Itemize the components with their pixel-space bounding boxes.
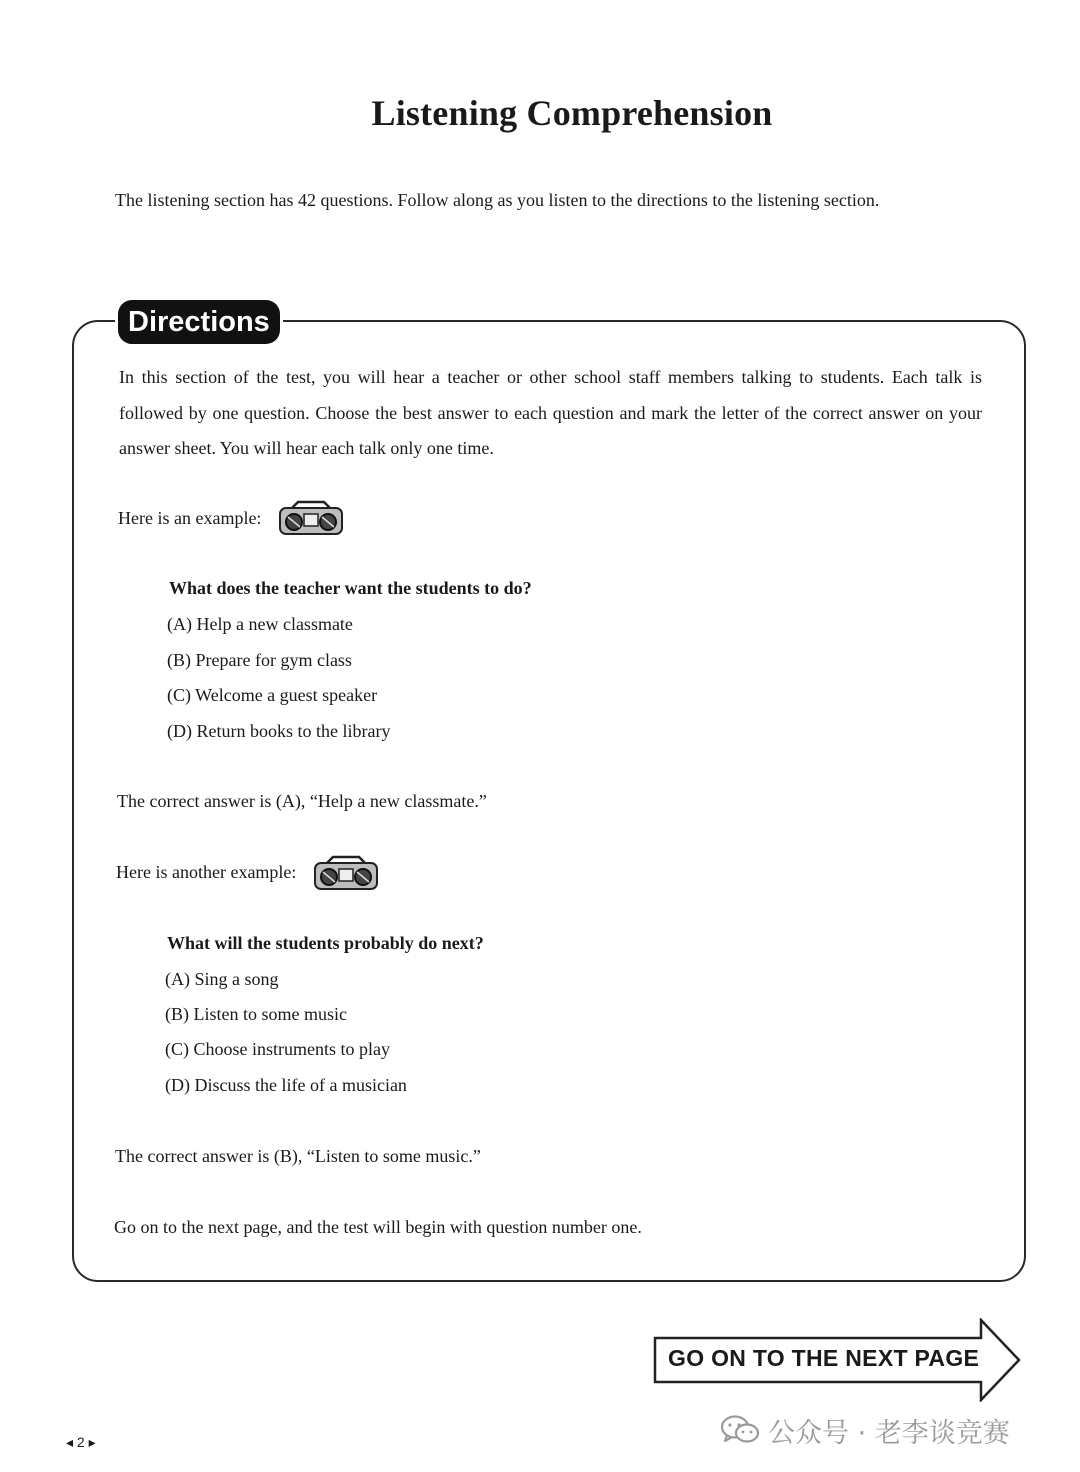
next-page-label: GO ON TO THE NEXT PAGE: [668, 1345, 980, 1371]
watermark: [720, 1410, 1010, 1450]
example2-question: What will the students probably do next?: [167, 933, 484, 953]
wechat-icon: [720, 1414, 760, 1446]
example1-option-d: (D) Return books to the library: [167, 721, 391, 741]
example1-answer: The correct answer is (A), “Help a new classmate.”: [117, 791, 487, 811]
example2-option-a: (A) Sing a song: [165, 969, 279, 989]
example2-option-c: (C) Choose instruments to play: [165, 1039, 390, 1059]
closing-instruction: Go on to the next page, and the test will begin with question number one.: [114, 1217, 642, 1237]
directions-heading: Directions: [118, 300, 280, 344]
example2-answer: The correct answer is (B), “Listen to some music.”: [115, 1146, 481, 1166]
directions-paragraph: In this section of the test, you will hear a teacher or other school staff members talking to students. Each talk is followed by one question. Choose the best answer to each question and mark the letter of the correct answer on your answer sheet. You will hear each talk only one time.: [119, 367, 982, 458]
watermark-text: 公众号 · 老李谈竞赛: [768, 1417, 1010, 1449]
example1-lead: Here is an example:: [118, 508, 262, 528]
example1-option-c: (C) Welcome a guest speaker: [167, 685, 378, 705]
example2-option-b: (B) Listen to some music: [165, 1004, 347, 1024]
page-number: ◂ 2 ▸: [66, 1434, 96, 1450]
intro-text: The listening section has 42 questions. Follow along as you listen to the directions to the listening section.: [115, 190, 880, 210]
radio-cassette-icon: [313, 855, 379, 893]
example2-lead: Here is another example:: [116, 862, 297, 882]
radio-cassette-icon: [278, 500, 344, 538]
example1-option-b: (B) Prepare for gym class: [167, 650, 352, 670]
example1-option-a: (A) Help a new classmate: [167, 614, 353, 634]
example2-option-d: (D) Discuss the life of a musician: [165, 1075, 407, 1095]
page-title: Listening Comprehension: [371, 93, 773, 133]
example1-question: What does the teacher want the students to do?: [169, 578, 532, 598]
